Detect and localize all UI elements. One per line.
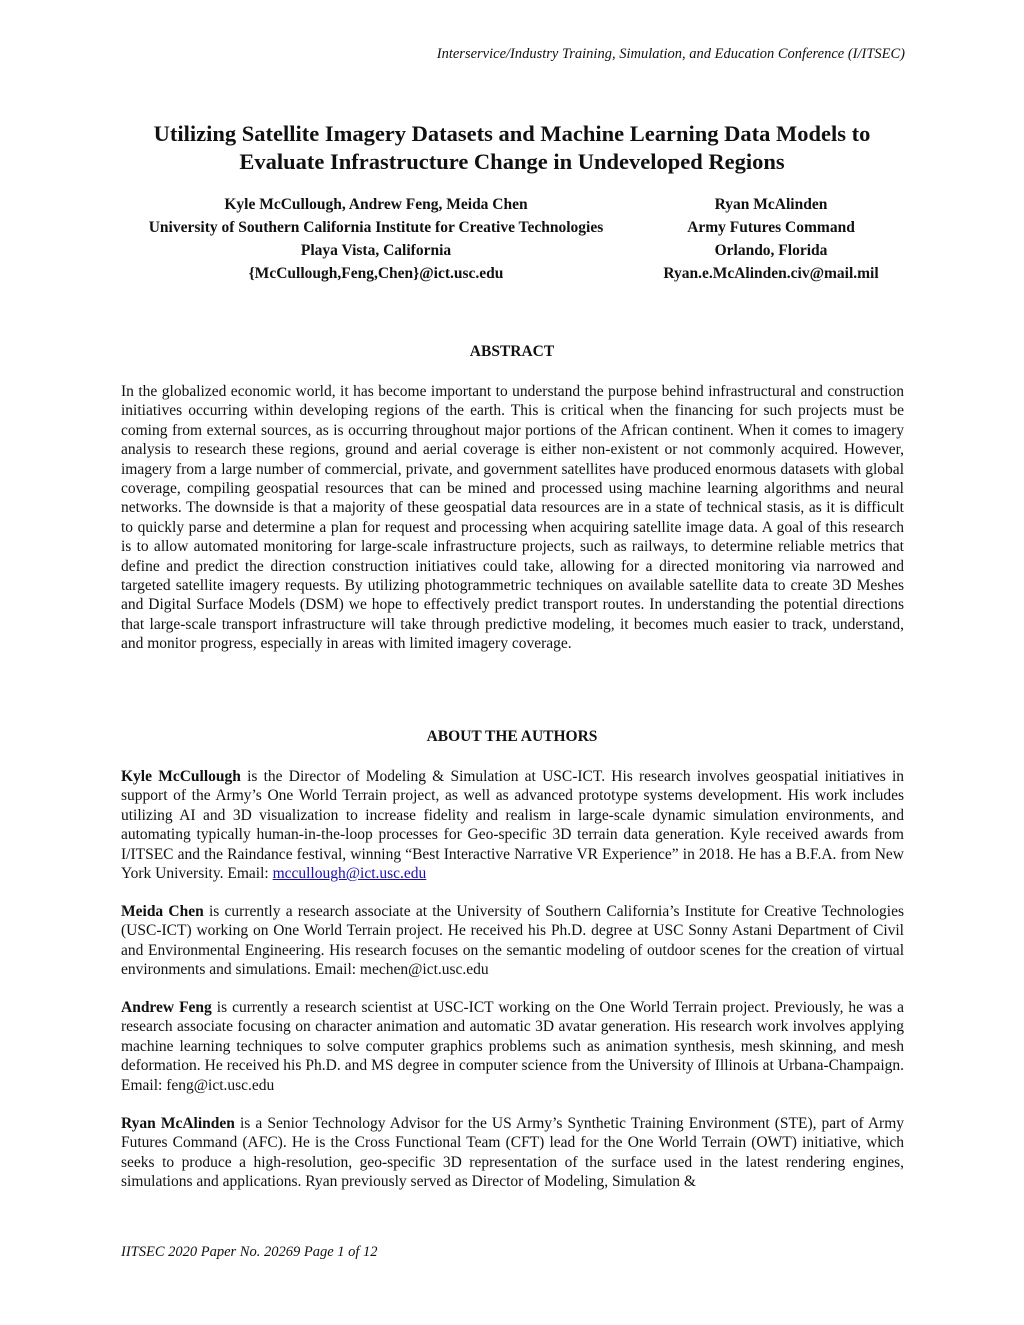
bio-name: Meida Chen (121, 903, 204, 920)
author-location: Orlando, Florida (714, 242, 828, 259)
bio-name: Kyle McCullough (121, 768, 241, 785)
author-names: Kyle McCullough, Andrew Feng, Meida Chen (224, 196, 528, 213)
author-block-right (640, 193, 902, 285)
bio-text: is the Director of Modeling & Simulation at USC-ICT. His research involves geospatial initiatives in support of the Army’s One World Terrain project, as well as advanced prototype systems development. His work includes utilizing AI and 3D visualization to increase fidelity and realism in large-scale dynamic simulation environments, and automating typically human-in-the-loop processes for Geo-specific 3D terrain data generation. Kyle received awards from I/ITSEC and the Raindance festival, winning “Best Interactive Narrative VR Experience” in 2018. He has a B.F.A. from New York University. Email: (121, 768, 904, 883)
author-affiliation: Army Futures Command (687, 219, 855, 236)
author-names: Ryan McAlinden (714, 196, 828, 213)
about-authors-heading: ABOUT THE AUTHORS (426, 728, 598, 745)
email-link[interactable]: mccullough@ict.usc.edu (272, 865, 427, 883)
author-email: {McCullough,Feng,Chen}@ict.usc.edu (248, 265, 504, 282)
bio-name: Andrew Feng (121, 999, 212, 1016)
author-affiliation: University of Southern California Institute for Creative Technologies (148, 219, 604, 236)
bio-meida-chen (121, 902, 904, 980)
bio-text: is currently a research associate at the University of Southern California’s Institute for Creative Technologies (USC-ICT) working on One World Terrain project. He received his Ph.D. degree at USC Sonny Astani Department of Civil and Environmental Engineering. His research focuses on the semantic modeling of outdoor scenes for the creation of virtual environments and simulations. Email: mechen@ict.usc.edu (121, 903, 904, 979)
bio-text: is a Senior Technology Advisor for the US Army’s Synthetic Training Environment (STE), part of Army Futures Command (AFC). He is the Cross Functional Team (CFT) lead for the One World Terrain (OWT) initiative, which seeks to produce a high-resolution, geo-specific 3D representation of the surface used in the latest rendering engines, simulations and applications. Ryan previously served as Director of Modeling, Simulation & (121, 1115, 905, 1191)
bio-ryan-mcalinden (121, 1114, 904, 1192)
bio-andrew-feng (121, 998, 904, 1095)
paper-title (0, 120, 1024, 176)
author-email: Ryan.e.McAlinden.civ@mail.mil (663, 265, 879, 282)
bio-text: is currently a research scientist at USC-ICT working on the One World Terrain project. Previously, he was a research associate focusing on character animation and automatic 3D avatar generation. His research work involves applying machine learning techniques to solve computer graphics problems such as animation synthesis, mesh skinning, and mesh deformation. He received his Ph.D. and MS degree in computer science from the University of Illinois at Urbana-Champaign. Email: feng@ict.usc.edu (121, 999, 904, 1094)
bio-name: Ryan McAlinden (121, 1115, 235, 1132)
title-line-2: Evaluate Infrastructure Change in Undeveloped Regions (239, 149, 785, 174)
page-footer: IITSEC 2020 Paper No. 20269 Page 1 of 12 (121, 1244, 378, 1260)
author-block-left (117, 193, 635, 285)
author-location: Playa Vista, California (300, 242, 452, 259)
bio-kyle-mccullough (121, 767, 904, 883)
abstract-heading: ABSTRACT (469, 343, 555, 360)
abstract-text: In the globalized economic world, it has become important to understand the purpose behind infrastructural and construction initiatives occurring within developing regions of the earth. This is critical when the financing for such projects must be coming from external sources, as is occurring throughout major portions of the African continent. When it comes to imagery analysis to research these regions, ground and aerial coverage is either non-existent or not commonly acquired. However, imagery from a large number of commercial, private, and government satellites have produced enormous datasets with global coverage, compiling geospatial resources that can be mined and processed using machine learning algorithms and neural networks. The downside is that a majority of these geospatial data resources are in a state of technical stasis, as it is difficult to quickly parse and determine a plan for request and processing when acquiring satellite image data. A goal of this research is to allow automated monitoring for large-scale infrastructure projects, such as railways, to determine reliable metrics that define and predict the direction construction initiatives could take, allowing for a directed monitoring via narrowed and targeted satellite imagery requests. By utilizing photogrammetric techniques on available satellite data to create 3D Meshes and Digital Surface Models (DSM) we hope to effectively predict transport routes. In understanding the potential directions that large-scale transport infrastructure will take through predictive modeling, it becomes much easier to track, understand, and monitor progress, especially in areas with limited imagery coverage. (121, 383, 904, 653)
title-line-1: Utilizing Satellite Imagery Datasets and Machine Learning Data Models to (153, 121, 871, 146)
running-header: Interservice/Industry Training, Simulation, and Education Conference (I/ITSEC) (436, 46, 905, 62)
